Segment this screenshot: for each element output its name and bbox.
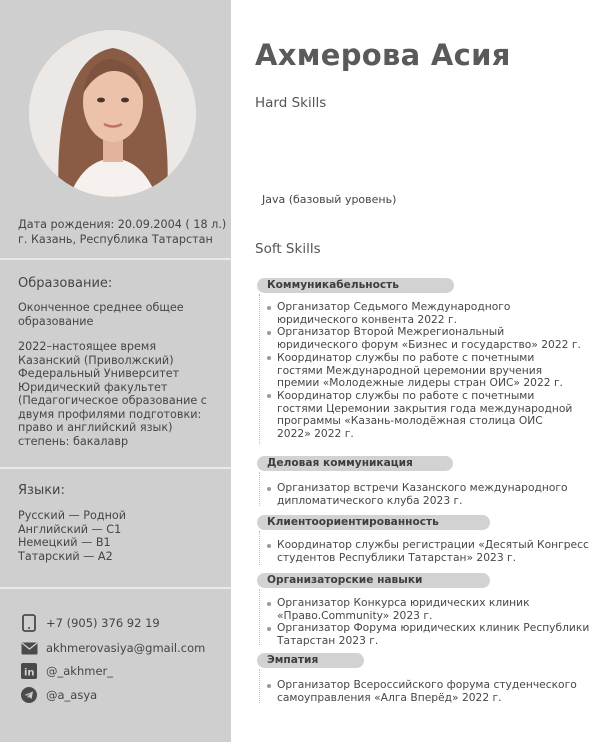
telegram-icon bbox=[20, 686, 38, 704]
skill-group-items bbox=[265, 597, 589, 648]
soft-skills-heading: Soft Skills bbox=[255, 241, 321, 257]
city: г. Казань, Республика Татарстан bbox=[18, 233, 213, 246]
divider bbox=[0, 258, 231, 260]
phone-icon bbox=[20, 614, 38, 632]
phone-number: +7 (905) 376 92 19 bbox=[46, 616, 160, 630]
list-item: Организатор встречи Казанского международного дипломатического клуба 2023 г. bbox=[265, 482, 568, 507]
list-item: Координатор службы по работе с почетными гостями Церемонии закрытия года международной программы «Казань-молодёжная столица ОИС 2022» 2022 г. bbox=[265, 390, 581, 441]
linkedin-icon bbox=[20, 662, 38, 680]
hard-skill-java: Java (базовый уровень) bbox=[262, 193, 397, 206]
contact-email[interactable] bbox=[20, 639, 205, 657]
list-item: Организатор Второй Межрегиональный юридического форум «Бизнес и государство» 2022 г. bbox=[265, 326, 581, 351]
email-address: akhmerovasiya@gmail.com bbox=[46, 641, 206, 655]
skill-group-items bbox=[265, 301, 581, 441]
timeline-line bbox=[259, 531, 260, 565]
birth-date: Дата рождения: 20.09.2004 ( 18 л.) bbox=[18, 218, 227, 231]
telegram-handle: @a_asya bbox=[46, 688, 98, 702]
profile-photo bbox=[29, 30, 196, 197]
education-heading: Образование: bbox=[18, 276, 113, 291]
languages-heading: Языки: bbox=[18, 483, 65, 498]
timeline-line bbox=[259, 669, 260, 703]
list-item: Организатор Седьмого Международного юридического конвента 2022 г. bbox=[265, 301, 581, 326]
timeline-line bbox=[259, 589, 260, 645]
sidebar bbox=[0, 0, 231, 742]
skill-group-items bbox=[265, 539, 589, 564]
svg-text:in: in bbox=[24, 667, 35, 679]
divider bbox=[0, 587, 231, 589]
skill-group-items bbox=[265, 679, 577, 704]
portrait-image bbox=[29, 30, 196, 197]
list-item: Координатор службы регистрации «Десятый Конгресс студентов Республики Татарстан» 2023 г. bbox=[265, 539, 589, 564]
hard-skills-heading: Hard Skills bbox=[255, 95, 327, 111]
education-university: 2022–настоящее время Казанский (Приволжский) Федеральный Университет Юридический факультет (Педагогическое образование с двумя профилями подготовки: право и английский язык) степень: бакалавр bbox=[18, 340, 207, 448]
list-item: Организатор Конкурса юридических клиник «Право.Community» 2023 г. bbox=[265, 597, 589, 622]
skill-group-items bbox=[265, 482, 568, 507]
divider bbox=[0, 467, 231, 469]
person-name: Ахмерова Асия bbox=[255, 38, 511, 72]
list-item: Координатор службы по работе с почетными гостями Международной церемонии вручения премии «Молодежные лидеры стран ОИС» 2022 г. bbox=[265, 352, 581, 390]
skill-group-title: Организаторские навыки bbox=[257, 573, 490, 588]
skill-group-title: Эмпатия bbox=[257, 653, 364, 668]
contact-phone[interactable] bbox=[20, 614, 160, 632]
list-item: Организатор Форума юридических клиник Республики Татарстан 2023 г. bbox=[265, 622, 589, 647]
contact-linkedin[interactable] bbox=[20, 662, 113, 680]
skill-group-title: Коммуникабельность bbox=[257, 278, 454, 293]
timeline-line bbox=[259, 472, 260, 506]
list-item: Организатор Всероссийского форума студенческого самоуправления «Алга Вперёд» 2022 г. bbox=[265, 679, 577, 704]
mail-icon bbox=[20, 639, 38, 657]
skill-group-title: Деловая коммуникация bbox=[257, 456, 453, 471]
linkedin-handle: @_akhmer_ bbox=[46, 664, 114, 678]
skill-group-title: Клиентоориентированность bbox=[257, 515, 490, 530]
education-school: Оконченное среднее общее образование bbox=[18, 301, 184, 328]
contact-telegram[interactable] bbox=[20, 686, 97, 704]
languages-list: Русский — Родной Английский — C1 Немецкий — B1 Татарский — A2 bbox=[18, 509, 127, 563]
timeline-line bbox=[259, 294, 260, 444]
